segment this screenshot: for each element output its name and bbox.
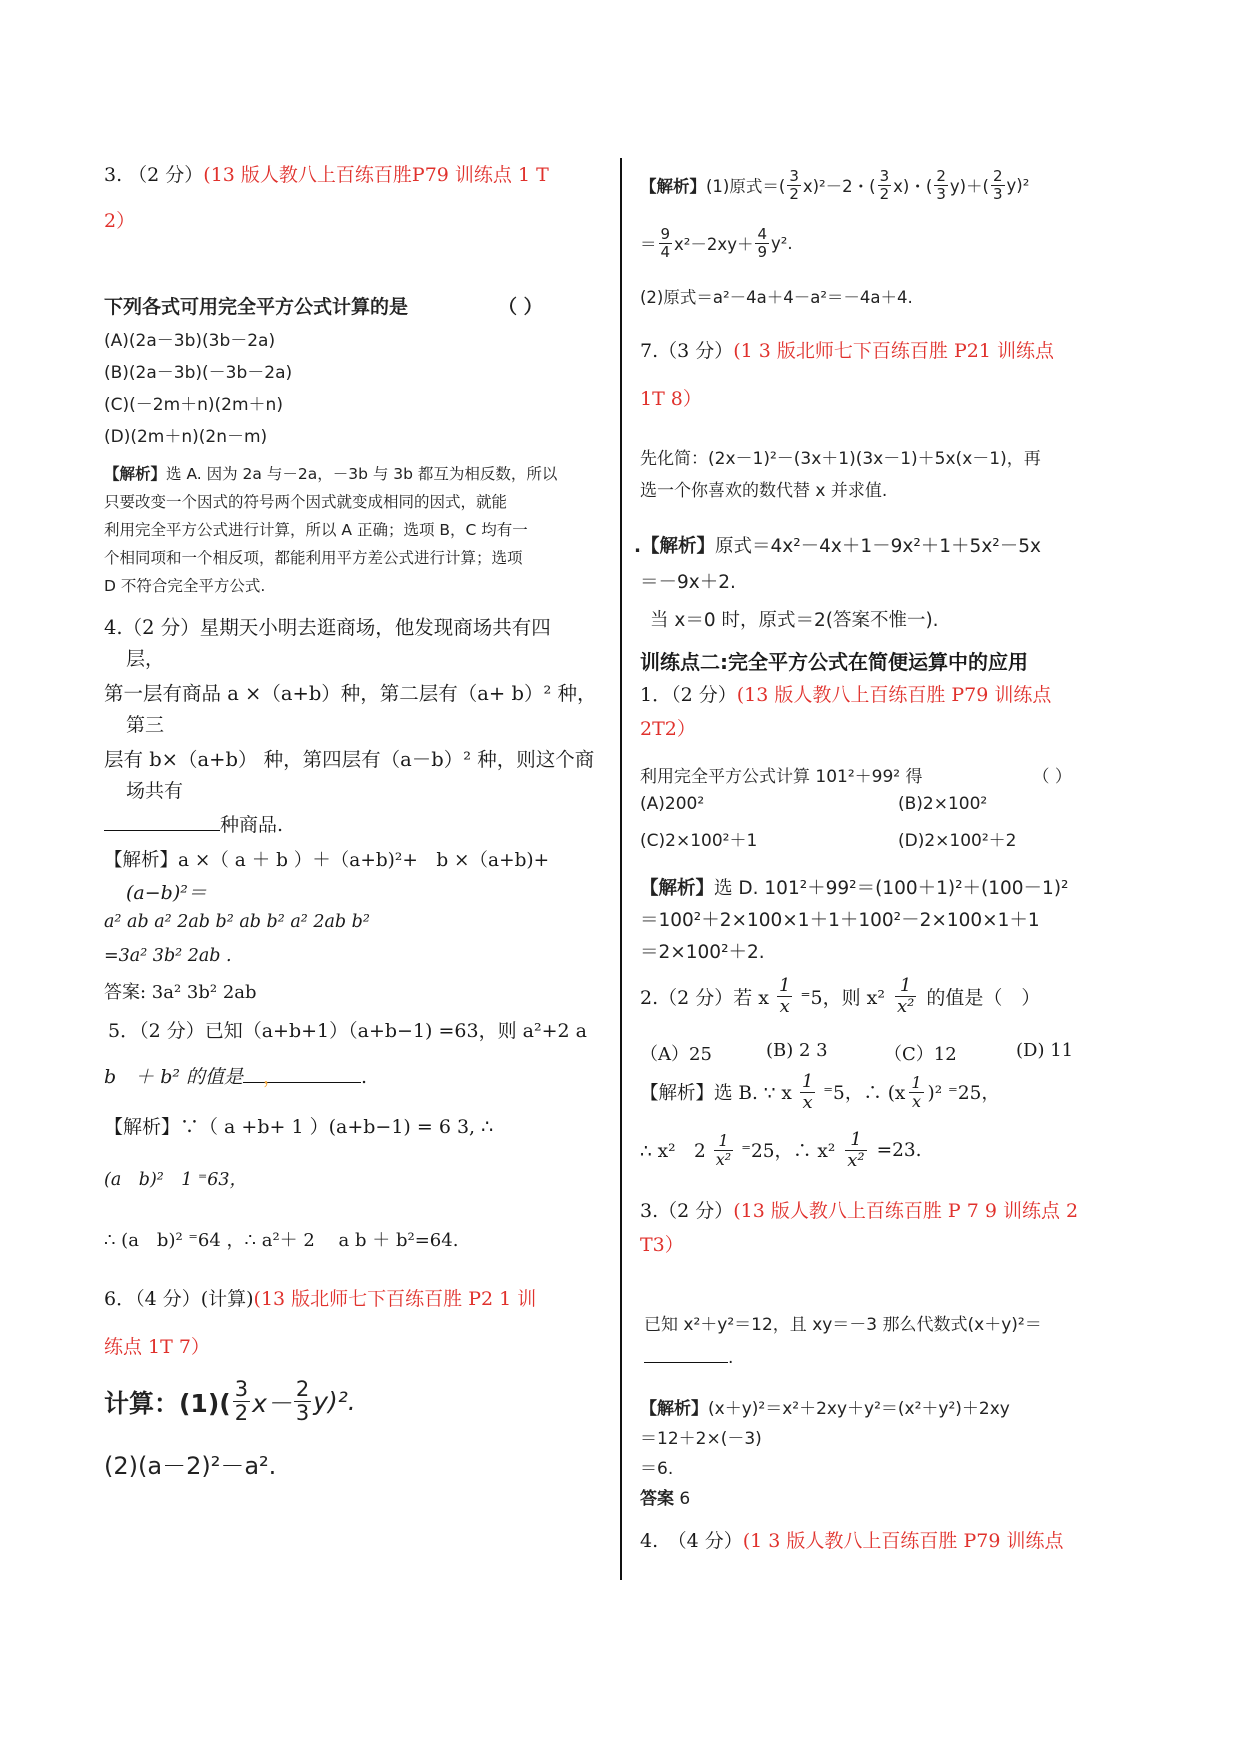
q7-title: 7.（3 分）(1 3 版北师七下百练百胜 P21 训练点 [640, 340, 1054, 362]
q6-calc-1: 计算：(1)( $\frac{3}{2}$ x－ $\frac{2}{3}$ y)². [104, 1377, 356, 1426]
q3-source-cont: 2） [104, 210, 136, 232]
r1-solution-1: 【解析】选 D. 101²＋99²＝(100＋1)²＋(100－1)² [640, 878, 1069, 899]
r2-option-a: （A）25 [640, 1044, 712, 1065]
q6-solution-1: 【解析】 (1)原式＝( $\frac{3}{2}$ x)²－2・( $\frac{3}{2}$ x)・( $\frac{2}{3}$ y)＋( $\frac{2}{3}$ y)² [640, 167, 1030, 203]
q4-solution-3: a² ab a² 2ab b² ab b² a² 2ab b² [104, 912, 370, 932]
q3-solution-3: 利用完全平方公式进行计算，所以 A 正确；选项 B，C 均有一 [104, 521, 528, 539]
fraction: $\frac{3}{2}$ [789, 167, 799, 203]
q7-solution-2: ＝－9x＋2. [640, 572, 736, 593]
q6-source-cont: 练点 1T 7） [104, 1336, 210, 1358]
q7-prompt-1: 先化简：(2x－1)²－(3x＋1)(3x－1)＋5x(x－1)，再 [640, 449, 1041, 469]
r2-option-d: (D) 11 [1016, 1040, 1074, 1061]
q3-title: 3. （2 分）(13 版人教八上百练百胜P79 训练点 1 T [104, 164, 549, 186]
r1-option-b: (B)2×100² [898, 794, 988, 814]
r2-prompt: 2.（2 分）若 x $\frac{1}{x}$ ⁼5，则 x² $\frac{1}{\text{x²}}$ 的值是（ ） [640, 975, 1041, 1017]
q7-prompt-2: 选一个你喜欢的数代替 x 并求值. [640, 481, 888, 501]
q3-source: (13 版人教八上百练百胜P79 训练点 1 T [203, 164, 549, 186]
r3-answer-blank[interactable] [644, 1344, 728, 1363]
r3-answer: 答案 6 [640, 1489, 691, 1509]
r3-solution-2: ＝12＋2×(－3) [640, 1429, 762, 1449]
q6-solution-3: (2)原式＝a²－4a＋4－a²＝－4a＋4. [640, 288, 913, 307]
q7-solution-1: .【解析】原式＝4x²－4x＋1－9x²＋1＋5x²－5x [634, 536, 1041, 557]
fraction: $\frac{1}{\text{x²}}$ [847, 1129, 865, 1171]
section-heading: 训练点二:完全平方公式在简便运算中的应用 [640, 650, 1028, 674]
q5-line-2: b ＋ b² 的值是 ， . [104, 1066, 368, 1088]
fraction-2-3: $\frac{2}{3}$ [295, 1377, 310, 1426]
fraction: $\frac{1}{\text{x²}}$ [896, 975, 915, 1017]
q3-option-a: (A)(2a－3b)(3b－2a) [104, 331, 276, 351]
fraction: $\frac{2}{3}$ [936, 167, 946, 203]
q3-solution-2: 只要改变一个因式的符号两个因式就变成相同的因式，就能 [104, 493, 508, 511]
q6-calc-2: (2)(a－2)²－a². [104, 1452, 277, 1480]
r1-option-d: (D)2×100²＋2 [898, 831, 1017, 851]
q6-solution-2: ＝ $\frac{9}{4}$ x²－2xy＋ $\frac{4}{9}$ y². [640, 225, 793, 261]
fraction: $\frac{3}{2}$ [879, 167, 890, 203]
r3-solution-1: 【解析】(x＋y)²＝x²＋2xy＋y²＝(x²＋y²)＋2xy [640, 1399, 1010, 1419]
fraction-3-2: $\frac{3}{2}$ [234, 1377, 249, 1426]
q3-solution-5: D 不符合完全平方公式. [104, 577, 266, 595]
q5-line-1: 5．（2 分）已知（a+b+1）（a+b−1) =63，则 a²+2 a [108, 1020, 587, 1042]
r3-source: (13 版人教八上百练百胜 P 7 9 训练点 2 [733, 1200, 1079, 1222]
q6-source: (13 版北师七下百练百胜 P2 1 训 [253, 1288, 537, 1310]
fraction: $\frac{1}{\text{x²}}$ [715, 1131, 732, 1169]
q5-solution-1: 【解析】∵（ a +b+ 1 ）(a+b−1) = 6 3, ∴ [104, 1116, 494, 1138]
r2-solution-1: 【解析】选 B. ∵ x $\frac{1}{x}$ ⁼5，∴ (x $\frac{1}{x}$ )² ⁼25， [640, 1071, 1000, 1113]
column-divider [620, 158, 622, 1580]
r4-title: 4. （4 分）(1 3 版人教八上百练百胜 P79 训练点 [640, 1530, 1064, 1552]
r4-source: (1 3 版人教八上百练百胜 P79 训练点 [742, 1530, 1064, 1552]
r3-source-cont: T3） [640, 1234, 684, 1256]
q3-prompt: 下列各式可用完全平方公式计算的是 （ ） [104, 296, 543, 318]
q3-solution-4: 个相同项和一个相反项，都能利用平方差公式进行计算；选项 [104, 549, 523, 567]
q3-option-c: (C)(－2m＋n)(2m＋n) [104, 395, 283, 415]
q3-option-b: (B)(2a－3b)(－3b－2a) [104, 363, 293, 383]
r1-option-c: (C)2×100²＋1 [640, 831, 758, 851]
q4-line-3: 第一层有商品 a ×（a+b）种，第二层有（a+ b）² 种， [104, 682, 597, 705]
q4-solution-2: (a−b)²＝ [126, 882, 207, 904]
fraction: $\frac{1}{x}$ [801, 1071, 814, 1113]
r3-solution-3: ＝6. [640, 1459, 674, 1479]
r1-title: 1．（2 分）(13 版人教八上百练百胜 P79 训练点 [640, 684, 1052, 706]
q6-title: 6．（4 分）(计算)(13 版北师七下百练百胜 P2 1 训 [104, 1288, 537, 1310]
q4-solution-1: 【解析】a ×（ a ＋ b ）＋（a+b)²+ b ×（a+b)+ [104, 850, 550, 871]
q4-solution-4: =3a² 3b² 2ab . [104, 946, 232, 966]
q7-source: (1 3 版北师七下百练百胜 P21 训练点 [733, 340, 1054, 362]
q4-line-1: 4.（2 分）星期天小明去逛商场，他发现商场共有四 [104, 616, 551, 639]
q4-answer-blank[interactable] [104, 812, 220, 831]
q4-line-6: 场共有 [126, 780, 184, 802]
r1-option-a: (A)200² [640, 794, 705, 814]
q5-answer-blank[interactable]: ， [243, 1064, 361, 1083]
q7-solution-3: 当 x＝0 时，原式＝2(答案不惟一). [650, 610, 939, 631]
fraction: $\frac{4}{9}$ [757, 225, 767, 261]
r2-option-c: （C）12 [884, 1044, 957, 1065]
q7-source-cont: 1T 8） [640, 388, 702, 410]
q5-solution-2: (a b)² 1 ⁼63， [104, 1170, 248, 1190]
fraction: $\frac{2}{3}$ [993, 167, 1003, 203]
r2-solution-2: ∴ x² 2 $\frac{1}{\text{x²}}$ ⁼25，∴ x² $\frac{1}{\text{x²}}$ =23. [640, 1129, 922, 1171]
r1-source: (13 版人教八上百练百胜 P79 训练点 [736, 684, 1052, 706]
q4-answer: 答案: 3a² 3b² 2ab [104, 982, 257, 1003]
fraction: $\frac{9}{4}$ [660, 225, 671, 261]
q4-line-2: 层， [126, 648, 165, 670]
q5-solution-3: ∴ (a b)² ⁼64 ，∴ a²＋ 2 a b ＋ b²=64. [104, 1230, 459, 1251]
q4-line-5: 层有 b×（a+b） 种，第四层有（a－b）² 种，则这个商 [104, 748, 595, 771]
r1-solution-2: ＝100²＋2×100×1＋1＋100²－2×100×1＋1 [640, 910, 1040, 931]
q3-solution-1: 【解析】选 A. 因为 2a 与－2a，－3b 与 3b 都互为相反数，所以 [104, 465, 558, 483]
r1-prompt: 利用完全平方公式计算 101²＋99² 得 （ ） [640, 767, 1072, 787]
r3-prompt: 已知 x²＋y²＝12，且 xy＝－3 那么代数式(x＋y)²＝ [644, 1315, 1042, 1335]
r1-solution-3: ＝2×100²＋2. [640, 942, 765, 963]
r3-prompt-end: . [644, 1344, 733, 1368]
fraction: $\frac{1}{x}$ [911, 1073, 922, 1111]
r2-option-b: (B) 2 3 [766, 1040, 828, 1061]
q3-option-d: (D)(2m＋n)(2n－m) [104, 427, 268, 447]
r1-source-cont: 2T2） [640, 718, 696, 740]
q4-line-7: 种商品. [104, 810, 283, 837]
q4-line-4: 第三 [126, 714, 165, 736]
fraction: $\frac{1}{x}$ [779, 975, 791, 1017]
r3-title: 3.（2 分）(13 版人教八上百练百胜 P 7 9 训练点 2 [640, 1200, 1079, 1222]
